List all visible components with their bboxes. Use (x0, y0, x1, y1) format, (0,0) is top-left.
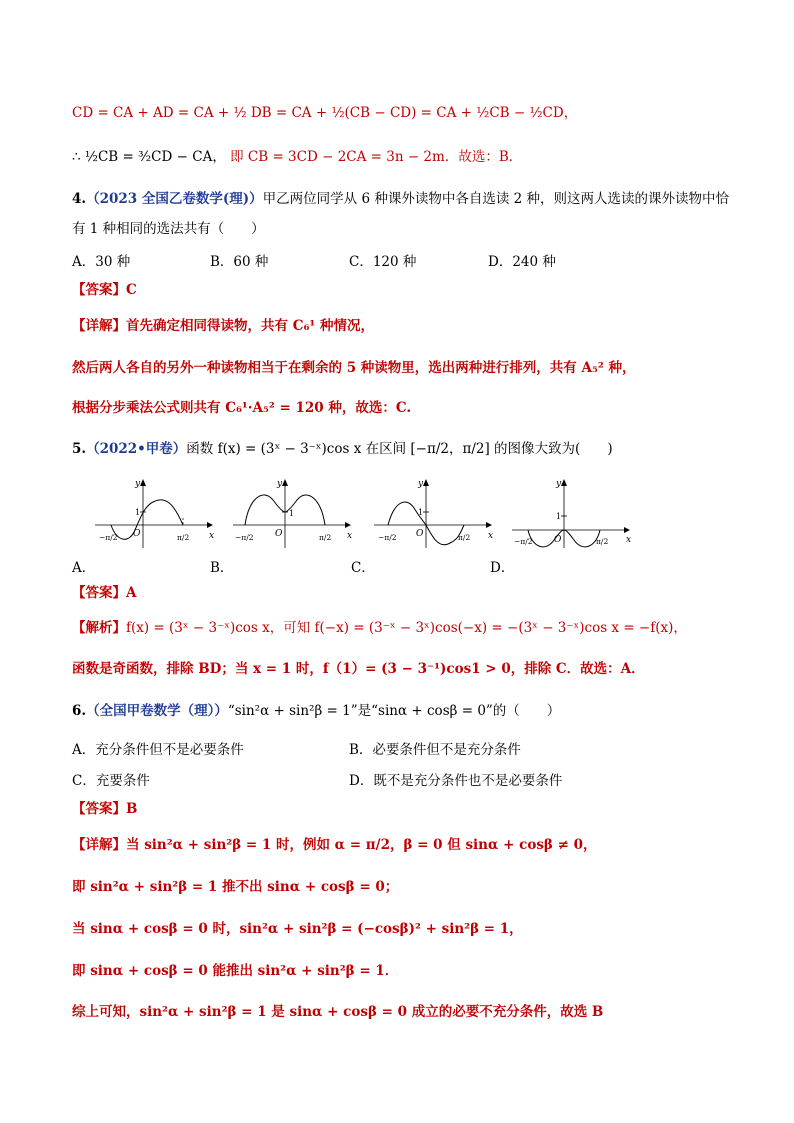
q6-stem-line (72, 702, 560, 720)
q5-a-x-label: x (209, 531, 215, 541)
q5-b-origin: O (275, 529, 283, 539)
q5-analysis2: 函数是奇函数，排除 BD；当 x = 1 时，f（1）= (3 − 3⁻¹)cos1 > 0，排除 C．故选：A． (72, 661, 645, 677)
q5-source: （2022•甲卷） (86, 441, 187, 457)
q4-num: 4. (72, 191, 87, 207)
q4-detail2: 然后两人各自的另外一种读物相当于在剩余的 5 种读物里，选出两种进行排列，共有 A₅² 种， (72, 360, 636, 376)
q5-a-origin: O (133, 529, 141, 539)
q4-detail3: 根据分步乘法公式则共有 C₆¹·A₅² = 120 种，故选：C. (72, 400, 412, 416)
q5-d-pos: π/2 (596, 537, 609, 546)
q5-a-one: 1 (135, 508, 141, 517)
q5-answer: 【答案】A (72, 585, 137, 601)
q4-source: （2023 全国乙卷数学(理)） (86, 191, 263, 207)
q4-option-c: C．120 种 (349, 254, 417, 270)
q4-detail1 (72, 317, 374, 335)
q6-detail1 (72, 836, 597, 854)
q6-answer: 【答案】B (72, 801, 138, 817)
q6-option-d: D．既不是充分条件也不是必要条件 (349, 773, 563, 789)
q6-stem: “sin²α + sin²β = 1”是“sinα + cosβ = 0”的（ ） (227, 703, 561, 719)
q6-source: （全国甲卷数学（理）） (86, 703, 228, 719)
q4-option-a: A．30 种 (72, 254, 131, 270)
q5-d-y-label: y (556, 479, 562, 489)
q3-line1: CD = CA + AD = CA + ½ DB = CA + ½(CB − CD) = CA + ½CB − ½CD， (72, 105, 578, 121)
q5-graph-a (95, 478, 215, 548)
q5-graph-d (512, 478, 632, 548)
q5-stem-line (72, 440, 613, 458)
q5-a-pos: π/2 (177, 533, 190, 542)
q5-analysis-tag: 【解析】 (72, 620, 126, 636)
q5-graph-label-c: C． (351, 560, 375, 576)
q6-detail1-text: 当 sin²α + sin²β = 1 时，例如 α = π/2，β = 0 但 sinα + cosβ ≠ 0， (126, 837, 597, 853)
q3-line2a: ∴ ½CB = ³⁄₂CD − CA， (72, 149, 226, 165)
q5-analysis1 (72, 619, 687, 637)
q6-num: 6. (72, 703, 87, 719)
q5-graph-c (374, 478, 494, 548)
q6-option-a: A．充分条件但不是必要条件 (72, 742, 244, 758)
q4-detail-tag: 【详解】 (72, 318, 126, 334)
q6-detail2: 即 sin²α + sin²β = 1 推不出 sinα + cosβ = 0； (72, 879, 399, 895)
q5-d-x-label: x (626, 535, 632, 545)
q5-d-origin: O (554, 535, 562, 545)
q5-analysis1-text: f(x) = (3ˣ − 3⁻ˣ)cos x，可知 f(−x) = (3⁻ˣ − 3ˣ)cos(−x) = −(3ˣ − 3⁻ˣ)cos x = −f(x)， (126, 620, 687, 636)
q3-line2 (72, 148, 522, 166)
q4-option-d: D．240 种 (488, 254, 556, 270)
q6-option-b: B．必要条件但不是充分条件 (349, 742, 521, 758)
q4-detail1-text: 首先确定相同得读物，共有 C₆¹ 种情况， (126, 318, 374, 334)
q4-stem1: 甲乙两位同学从 6 种课外读物中各自选读 2 种，则这两人选读的课外读物中恰 (262, 191, 729, 207)
q6-option-c: C．充要条件 (72, 773, 150, 789)
q5-b-y-label: y (277, 479, 283, 489)
q4-stem-line1 (72, 190, 729, 208)
q5-b-neg: −π/2 (235, 533, 254, 542)
q6-detail3: 当 sinα + cosβ = 0 时，sin²α + sin²β = (−cosβ)² + sin²β = 1， (72, 921, 523, 937)
q4-option-b: B．60 种 (210, 254, 269, 270)
q5-a-y-label: y (135, 479, 141, 489)
q5-c-one: 1 (418, 508, 424, 517)
q5-b-pos: π/2 (319, 533, 332, 542)
q5-b-one: 1 (289, 509, 295, 518)
q5-d-one: 1 (556, 512, 562, 521)
q3-line2b: 即 CB = 3CD − 2CA = 3n − 2m．故选：B． (230, 149, 523, 165)
q5-stem: 函数 f(x) = (3ˣ − 3⁻ˣ)cos x 在区间 [−π/2，π/2] 的图像大致为( ) (186, 441, 613, 457)
q5-c-origin: O (416, 529, 424, 539)
q6-detail5: 综上可知，sin²α + sin²β = 1 是 sinα + cosβ = 0 成立的必要不充分条件，故选 B (72, 1004, 604, 1020)
q5-graph-label-a: A． (72, 560, 96, 576)
q5-graph-label-b: B． (210, 560, 234, 576)
q5-c-neg: −π/2 (378, 533, 397, 542)
q6-detail4: 即 sinα + cosβ = 0 能推出 sin²α + sin²β = 1． (72, 963, 399, 979)
q6-detail-tag: 【详解】 (72, 837, 126, 853)
q5-graph-b (233, 478, 353, 548)
q4-answer: 【答案】C (72, 282, 137, 298)
q5-graph-label-d: D． (490, 560, 515, 576)
q5-c-pos: π/2 (458, 533, 471, 542)
q5-c-x-label: x (488, 531, 494, 541)
q5-num: 5. (72, 441, 87, 457)
q5-a-neg: −π/2 (99, 533, 118, 542)
q4-stem2: 有 1 种相同的选法共有（ ） (72, 221, 265, 237)
q5-b-x-label: x (347, 531, 353, 541)
q5-c-y-label: y (418, 479, 424, 489)
q5-d-neg: −π/2 (514, 537, 533, 546)
